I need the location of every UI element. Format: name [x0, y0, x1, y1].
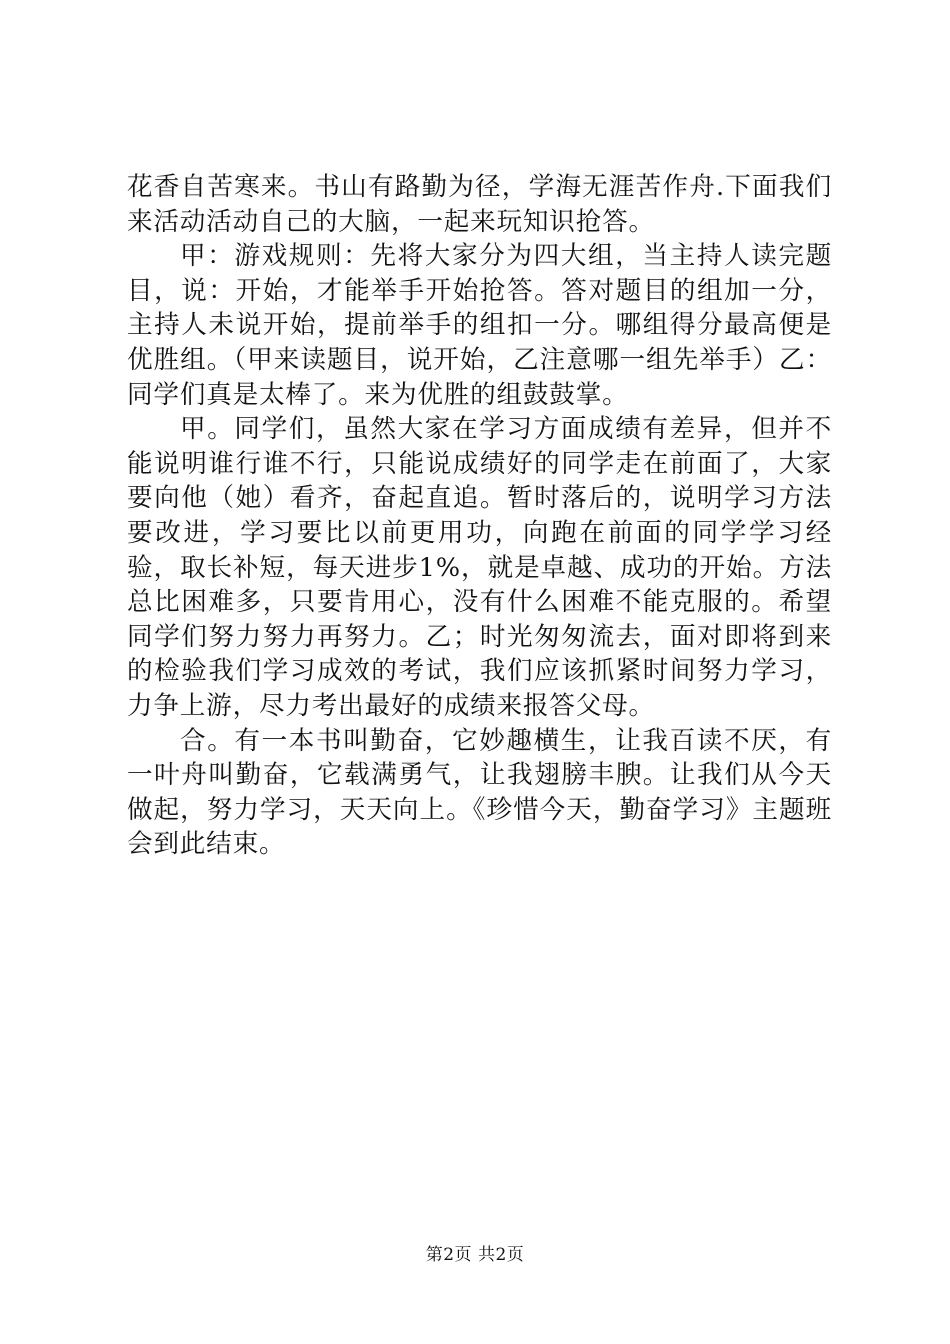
paragraph-3: 甲。同学们，虽然大家在学习方面成绩有差异，但并不能说明谁行谁不行，只能说成绩好的同学走在前面了，大家要向他（她）看齐，奋起直追。暂时落后的，说明学习方法要改进，学习要比以前更用功，向跑在前面的同学学习经验，取长补短，每天进步1%，就是卓越、成功的开始。方法总比困难多，只要肯用心，没有什么困难不能克服的。希望同学们努力努力再努力。乙；时光匆匆流去，面对即将到来的检验我们学习成效的考试，我们应该抓紧时间努力学习，力争上游，尽力考出最好的成绩来报答父母。	[127, 414, 832, 721]
body-text	[127, 170, 832, 862]
paragraph-2: 甲：游戏规则：先将大家分为四大组，当主持人读完题目，说：开始，才能举手开始抢答。答对题目的组加一分，主持人未说开始，提前举手的组扣一分。哪组得分最高便是优胜组。（甲来读题目，说开始，乙注意哪一组先举手）乙：同学们真是太棒了。来为优胜的组鼓鼓掌。	[127, 241, 832, 410]
paragraph-4: 合。有一本书叫勤奋，它妙趣横生，让我百读不厌，有一叶舟叫勤奋，它载满勇气，让我翅膀丰腴。让我们从今天做起，努力学习，天天向上。《珍惜今天，勤奋学习》主题班会到此结束。	[127, 725, 832, 860]
paragraph-1: 花香自苦寒来。书山有路勤为径，学海无涯苦作舟.下面我们来活动活动自己的大脑，一起来玩知识抢答。	[127, 172, 832, 237]
page-number-footer: 第2页 共2页	[425, 1245, 525, 1265]
